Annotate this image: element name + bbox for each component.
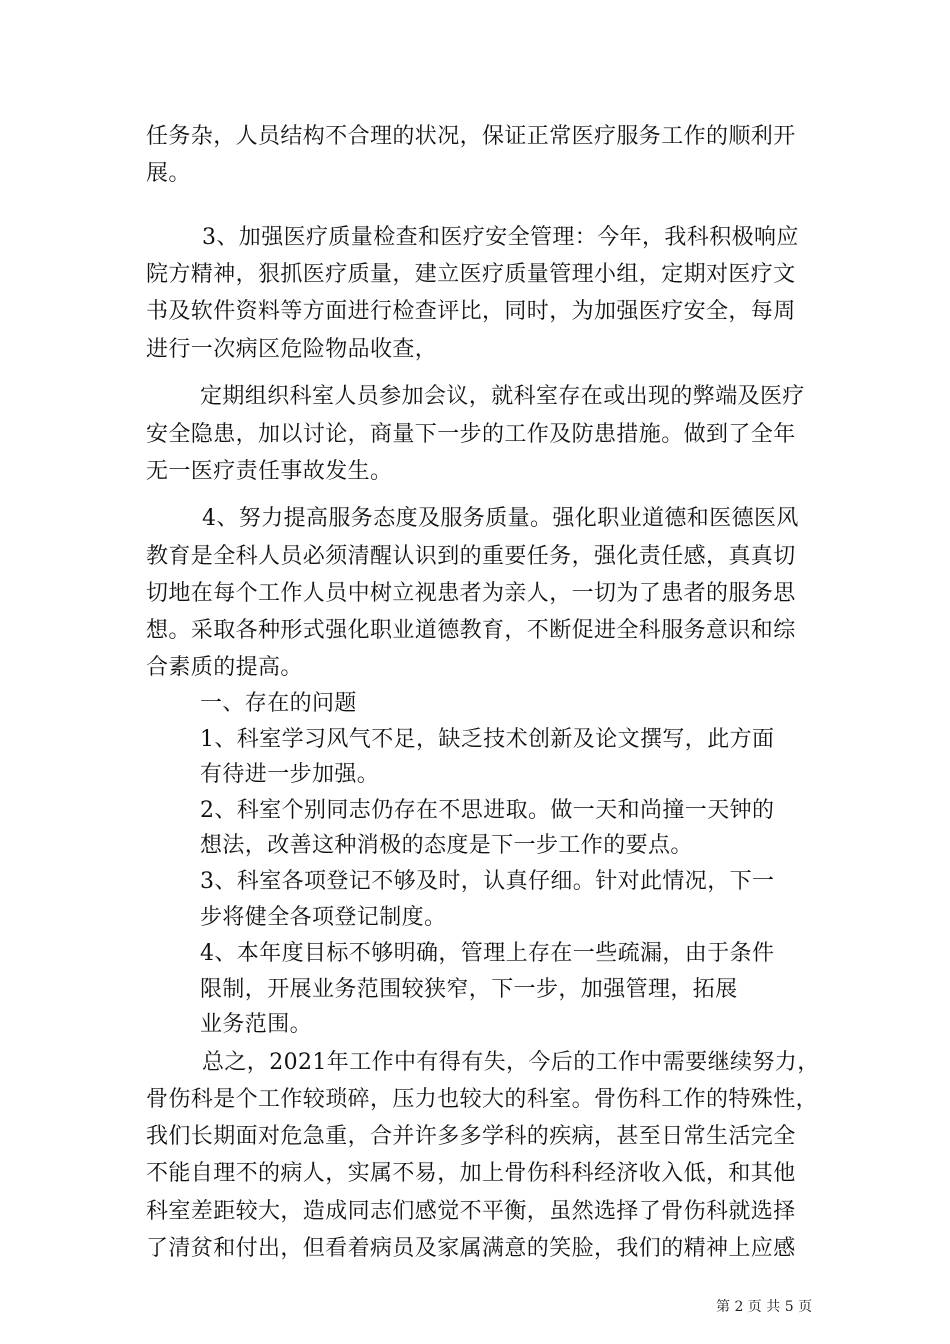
text-line: 限制，开展业务范围较狭窄，下一步，加强管理，拓展 [200, 977, 738, 1002]
section-heading: 一、存在的问题 [200, 691, 357, 716]
text-line: 教育是全科人员必须清醒认识到的重要任务，强化责任感，真真切 [146, 544, 796, 569]
text-line: 4、本年度目标不够明确，管理上存在一些疏漏，由于条件 [200, 941, 775, 966]
text-line: 4、努力提高服务态度及服务质量。强化职业道德和医德医风 [202, 506, 799, 531]
text-line: 合素质的提高。 [146, 655, 303, 680]
text-line: 骨伤科是个工作较琐碎，压力也较大的科室。骨伤科工作的特殊性， [146, 1087, 819, 1112]
text-line: 科室差距较大，造成同志们感觉不平衡，虽然选择了骨伤科就选择 [146, 1199, 796, 1224]
text-line: 业务范围。 [200, 1012, 313, 1037]
text-line: 任务杂，人员结构不合理的状况，保证正常医疗服务工作的顺利开 [146, 124, 796, 149]
text-line: 有待进一步加强。 [200, 762, 380, 787]
page-footer: 第 2 页 共 5 页 [716, 1299, 813, 1315]
text-line: 了清贫和付出，但看着病员及家属满意的笑脸，我们的精神上应感 [146, 1236, 796, 1261]
text-line: 定期组织科室人员参加会议，就科室存在或出现的弊端及医疗 [200, 384, 805, 409]
text-line: 不能自理不的病人，实属不易，加上骨伤科科经济收入低，和其他 [146, 1161, 796, 1186]
text-line: 书及软件资料等方面进行检查评比，同时，为加强医疗安全，每周 [146, 299, 796, 324]
text-line: 无一医疗责任事故发生。 [146, 459, 393, 484]
text-line: 展。 [146, 161, 191, 186]
text-line: 1、科室学习风气不足，缺乏技术创新及论文撰写，此方面 [200, 727, 775, 752]
text-line: 总之，2021年工作中有得有失，今后的工作中需要继续努力， [202, 1050, 820, 1075]
text-line: 想法，改善这种消极的态度是下一步工作的要点。 [200, 833, 693, 858]
text-line: 我们长期面对危急重，合并许多多学科的疾病，甚至日常生活完全 [146, 1124, 796, 1149]
text-line: 3、加强医疗质量检查和医疗安全管理：今年，我科积极响应 [202, 225, 799, 250]
text-line: 进行一次病区危险物品收查， [146, 337, 438, 362]
text-line: 切地在每个工作人员中树立视患者为亲人，一切为了患者的服务思 [146, 581, 796, 606]
text-line: 3、科室各项登记不够及时，认真仔细。针对此情况，下一 [200, 869, 775, 894]
text-line: 想。采取各种形式强化职业道德教育，不断促进全科服务意识和综 [146, 618, 796, 643]
text-line: 2、科室个别同志仍存在不思进取。做一天和尚撞一天钟的 [200, 798, 775, 823]
text-line: 步将健全各项登记制度。 [200, 905, 447, 930]
text-line: 院方精神，狠抓医疗质量，建立医疗质量管理小组，定期对医疗文 [146, 262, 796, 287]
text-line: 安全隐患，加以讨论，商量下一步的工作及防患措施。做到了全年 [146, 422, 796, 447]
